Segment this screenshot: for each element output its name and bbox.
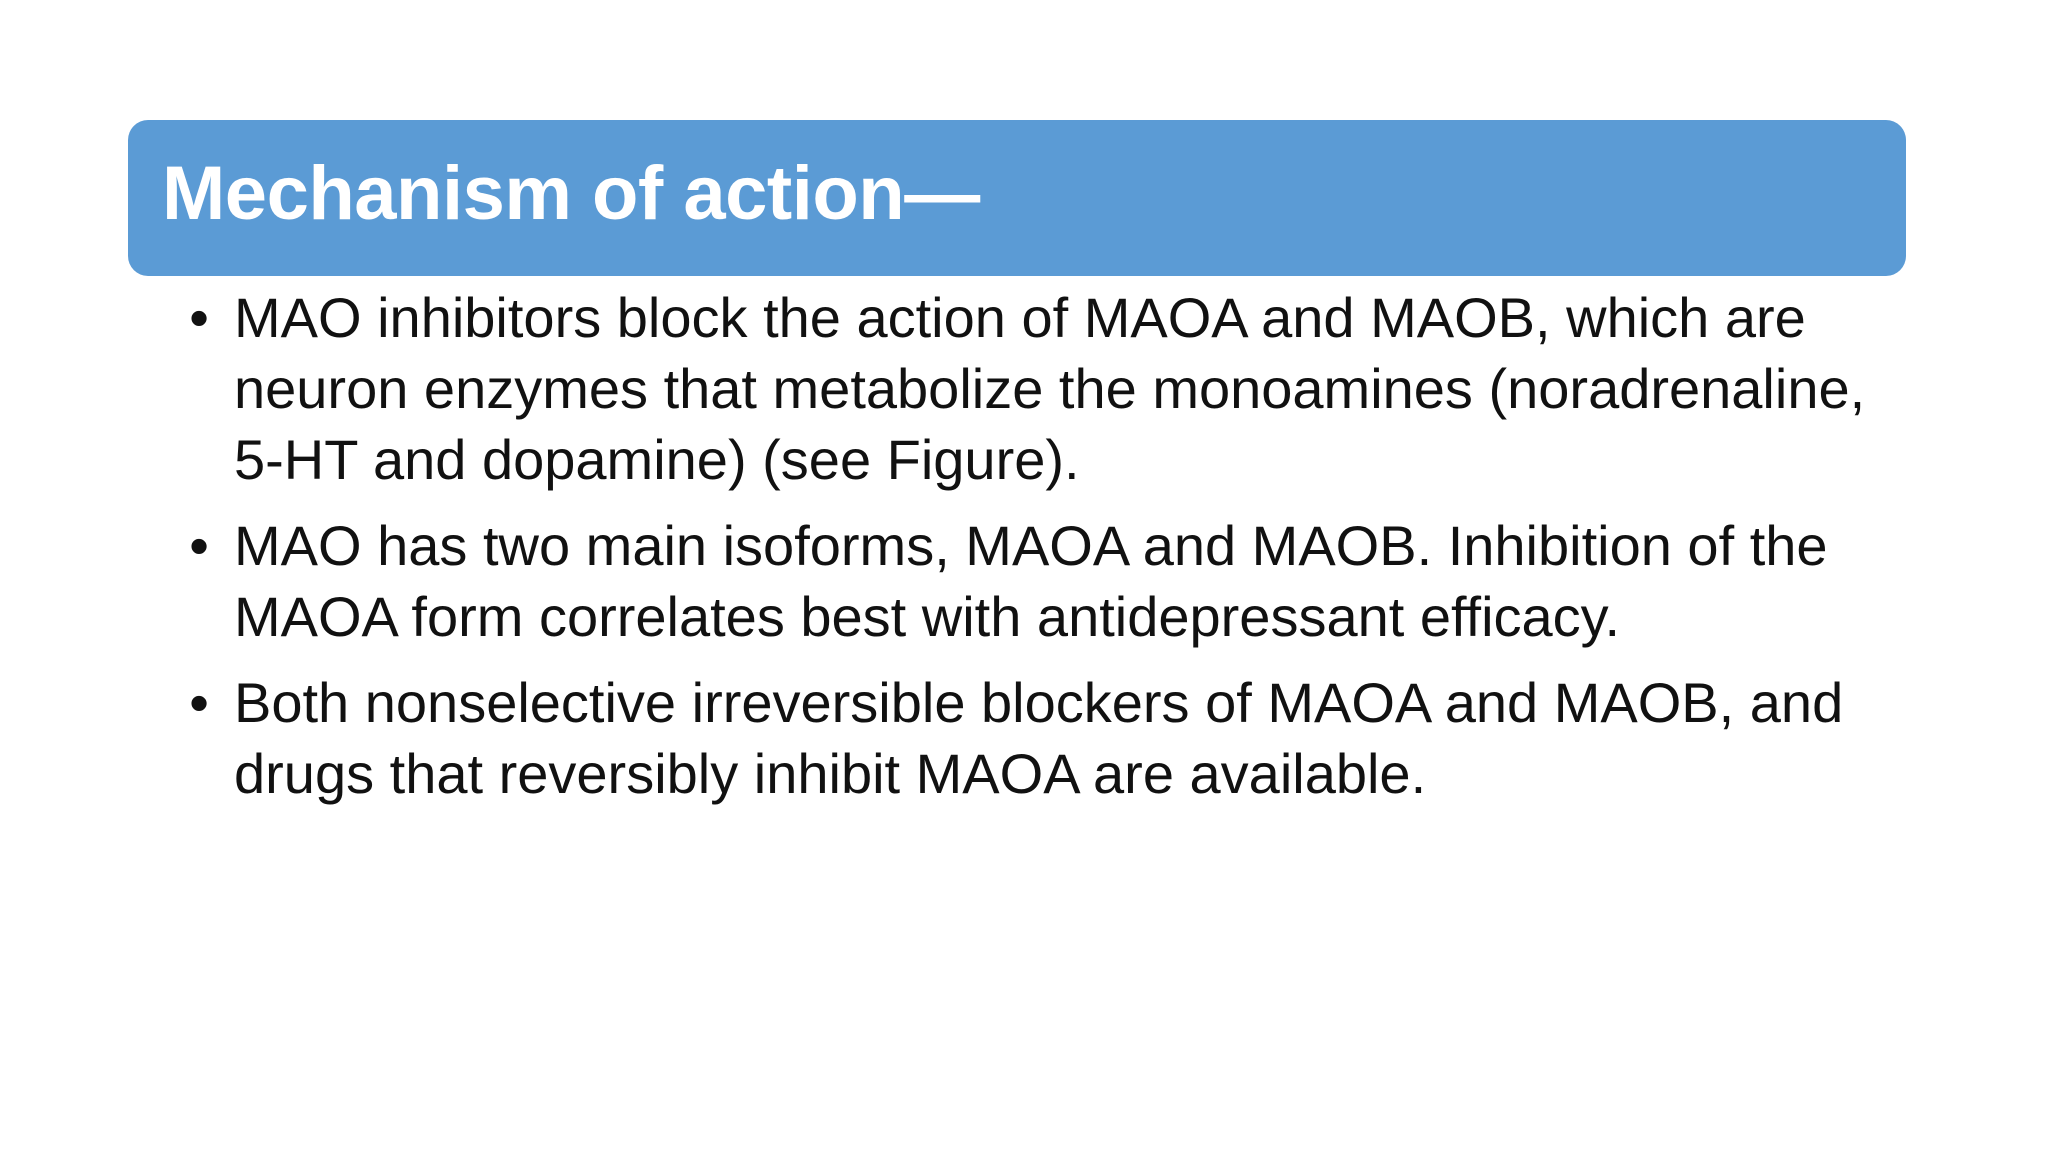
slide-title: Mechanism of action— [162,151,980,236]
bullet-list [184,282,1874,824]
bullet-marker: • [189,514,209,577]
title-bar [128,120,1906,276]
bullet-text: MAO has two main isoforms, MAOA and MAOB. Inhibition of the MAOA form correlates best with antidepressant efficacy. [234,514,1828,648]
bullet-text: MAO inhibitors block the action of MAOA and MAOB, which are neuron enzymes that metabolize the monoamines (noradrenaline, 5-HT and dopamine) (see Figure). [234,286,1866,491]
bullet-item [184,282,1874,495]
bullet-text: Both nonselective irreversible blockers of MAOA and MAOB, and drugs that reversibly inhibit MAOA are available. [234,671,1844,805]
bullet-marker: • [189,671,209,734]
bullet-item [184,667,1874,809]
bullet-item [184,510,1874,652]
bullet-marker: • [189,286,209,349]
